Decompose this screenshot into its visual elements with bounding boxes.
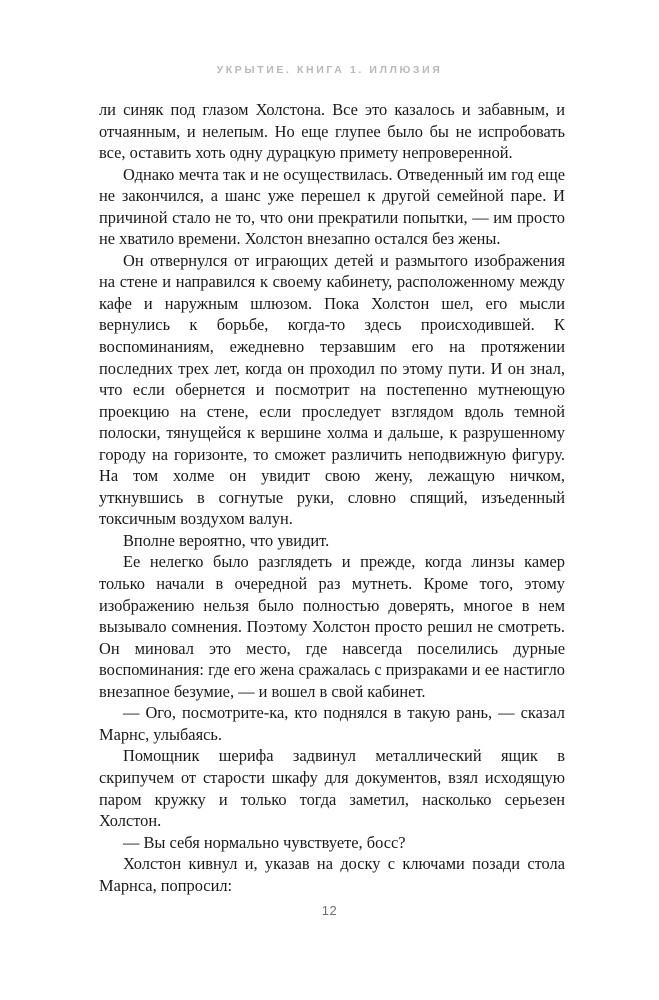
paragraph: Он отвернулся от играющих детей и размытого изображения на стене и направился к своему кабинету, расположенному между кафе и наружным шлюзом. Пока Холстон шел, его мысли вернулись к борьбе, когда-то здесь происходившей. К воспоминаниям, ежедневно терзавшим его на протяжении последних трех лет, когда он проходил по этому пути. И он знал, что если обернется и посмотрит на постепенно мутнеющую проекцию на стене, если проследует взглядом вдоль темной полоски, тянущейся к вершине холма и дальше, к разрушенному городу на горизонте, то сможет различить неподвижную фигуру. На том холме он увидит свою жену, лежащую ничком, уткнувшись в согнутые руки, словно спящий, изъеденный токсичным воздухом валун. — [99, 250, 565, 529]
paragraph-dialogue: — Вы себя нормально чувствуете, босс? — [123, 832, 406, 852]
paragraph: ли синяк под глазом Холстона. Все это казалось и забавным, и отчаянным, и нелепым. Но еще глупее было бы не испробовать все, оставить хоть одну дурацкую примету непроверенной. — [99, 100, 565, 163]
paragraph: Однако мечта так и не осуществилась. Отведенный им год еще не закончился, а шанс уже перешел к другой семейной паре. И причиной стало не то, что они прекратили попытки, — им просто не хватило времени. Холстон внезапно остался без жены. — [99, 164, 565, 249]
paragraph: Вполне вероятно, что увидит. — [123, 530, 330, 550]
body-text-block — [99, 99, 565, 896]
paragraph: Ее нелегко было разглядеть и прежде, когда линзы камер только начали в очередной раз мутнеть. Кроме того, этому изображению нельзя было полностью доверять, многое в нем вызывало сомнения. Поэтому Холстон просто решил не смотреть. Он миновал это место, где навсегда поселились дурные воспоминания: где его жена сражалась с призраками и ее настигло внезапное безумие, — и вошел в свой кабинет. — [99, 552, 565, 701]
page-number: 12 — [321, 903, 338, 918]
paragraph: Помощник шерифа задвинул металлический ящик в скрипучем от старости шкафу для документов, взял исходящую паром кружку и только тогда заметил, насколько серьезен Холстон. — [99, 746, 565, 831]
paragraph: Холстон кивнул и, указав на доску с ключами позади стола Марнса, попросил: — [99, 854, 565, 895]
paragraph-dialogue: — Ого, посмотрите-ка, кто поднялся в такую рань, — сказал Марнс, улыбаясь. — [99, 703, 565, 744]
running-head: УКРЫТИЕ. КНИГА 1. ИЛЛЮЗИЯ — [216, 64, 443, 76]
